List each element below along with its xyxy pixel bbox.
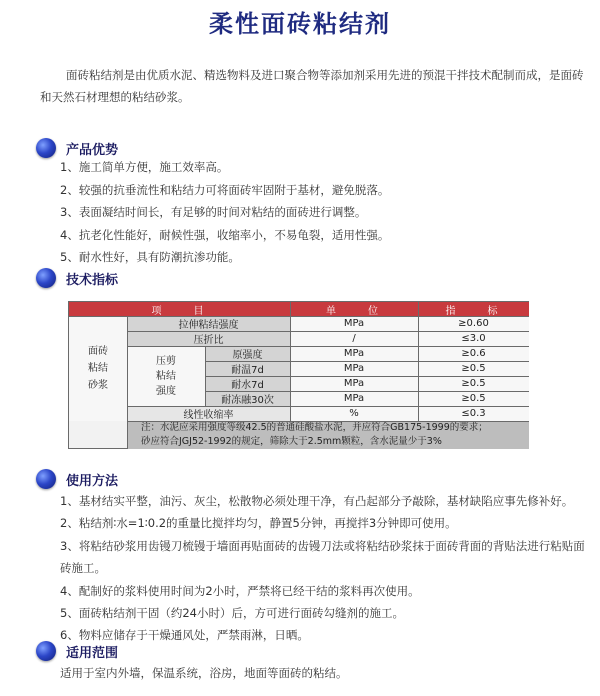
section-title: 使用方法 xyxy=(66,473,119,489)
list-item: 3、表面凝结时间长，有足够的时间对粘结的面砖进行调整。 xyxy=(60,205,367,219)
table-cell-name: 原强度 xyxy=(205,346,290,361)
table-cell-unit: MPa xyxy=(290,346,418,361)
shear-label-line: 压剪 xyxy=(156,355,176,367)
shear-group-label xyxy=(127,346,205,406)
grid-line xyxy=(69,316,529,317)
grid-line xyxy=(205,361,529,362)
list-item: 1、基材结实平整，油污、灰尘，松散物必须处理干净，有凸起部分予敲除，基材缺陷应事先修补好。 xyxy=(60,494,574,508)
table-cell-value: ≤3.0 xyxy=(418,331,529,346)
list-item: 6、物料应储存于干燥通风处，严禁雨淋，日晒。 xyxy=(60,628,309,643)
table-cell-value: ≥0.60 xyxy=(418,316,529,331)
section-title: 产品优势 xyxy=(66,142,119,158)
section-scope-header xyxy=(36,640,118,662)
table-header-unit: 单 位 xyxy=(290,302,418,316)
table-cell-name: 耐温7d xyxy=(205,361,290,376)
note-line: 注：水泥应采用强度等级42.5的普通硅酸盐水泥，并应符合GB175-1999的要求； xyxy=(141,422,488,433)
blue-sphere-bullet-icon xyxy=(36,641,56,661)
scope-text-block xyxy=(60,662,590,685)
list-item: 4、配制好的浆料使用时间为2小时，严禁将已经干结的浆料再次使用。 xyxy=(60,583,420,598)
intro-paragraph: 面砖粘结剂是由优质水泥、精选物料及进口聚合物等添加剂采用先进的预混干拌技术配制而成，是面砖和天然石材理想的粘结砂浆。 xyxy=(40,68,584,104)
note-line: 砂应符合JGJ52-1992的规定，筛除大于2.5mm颗粒，含水泥量少于3% xyxy=(141,436,442,447)
group-label-line: 面砖 xyxy=(88,346,108,357)
table-cell-name: 线性收缩率 xyxy=(127,406,290,421)
table-cell-value: ≥0.5 xyxy=(418,391,529,406)
section-specs-header xyxy=(36,267,118,289)
grid-line xyxy=(205,346,206,406)
table-header-index: 指 标 xyxy=(418,302,529,316)
table-header-item: 项 目 xyxy=(69,302,290,316)
grid-line xyxy=(127,331,529,332)
page-title: 柔性面砖粘结剂 xyxy=(209,9,391,38)
table-cell-value: ≥0.5 xyxy=(418,376,529,391)
grid-line xyxy=(205,391,529,392)
list-item: 5、面砖粘结剂干固（约24小时）后，方可进行面砖勾缝剂的施工。 xyxy=(60,605,404,620)
list-item: 5、耐水性好，具有防潮抗渗功能。 xyxy=(60,250,240,264)
table-cell-unit: MPa xyxy=(290,316,418,331)
table-cell-name: 耐冻融30次 xyxy=(205,391,290,406)
table-cell-unit: MPa xyxy=(290,376,418,391)
table-cell-name: 耐水7d xyxy=(205,376,290,391)
group-label-line: 砂浆 xyxy=(88,380,108,391)
list-item: 4、抗老化性能好，耐候性强，收缩率小，不易龟裂，适用性强。 xyxy=(60,227,390,242)
blue-sphere-bullet-icon xyxy=(36,469,56,489)
table-cell-unit: MPa xyxy=(290,391,418,406)
blue-sphere-bullet-icon xyxy=(36,268,56,288)
list-item: 1、施工简单方便，施工效率高。 xyxy=(60,160,229,174)
table-cell-name: 拉伸粘结强度 xyxy=(127,316,290,331)
list-item: 2、粘结剂∶水=1∶0.2的重量比搅拌均匀，静置5分钟，再搅拌3分钟即可使用。 xyxy=(60,516,457,531)
list-item: 3、将粘结砂浆用齿镘刀梳镘于墙面再贴面砖的齿镘刀法或将粘结砂浆抹于面砖背面的背贴法进行粘贴面 砖施工。 xyxy=(60,538,597,576)
table-cell-name: 压折比 xyxy=(127,331,290,346)
table-cell-unit: / xyxy=(290,331,418,346)
spec-table xyxy=(68,301,529,449)
grid-line xyxy=(127,421,529,422)
grid-line xyxy=(127,406,529,407)
table-cell-value: ≥0.5 xyxy=(418,361,529,376)
shear-label-line: 粘结 xyxy=(156,370,176,382)
section-usage-header xyxy=(36,468,118,490)
grid-line xyxy=(205,376,529,377)
table-cell-unit: % xyxy=(290,406,418,421)
table-cell-unit: MPa xyxy=(290,361,418,376)
group-label xyxy=(69,316,127,421)
advantages-list xyxy=(60,156,590,269)
scope-text: 适用于室内外墙，保温系统，浴房，地面等面砖的粘结。 xyxy=(60,666,348,680)
table-cell-value: ≥0.6 xyxy=(418,346,529,361)
blue-sphere-bullet-icon xyxy=(36,138,56,158)
usage-list xyxy=(60,490,597,647)
grid-line xyxy=(127,316,128,449)
section-title: 适用范围 xyxy=(66,645,119,661)
list-item: 2、较强的抗垂流性和粘结力可将面砖牢固附于基材，避免脱落。 xyxy=(60,182,390,197)
grid-line xyxy=(418,302,419,421)
grid-line xyxy=(290,302,291,421)
table-cell-value: ≤0.3 xyxy=(418,406,529,421)
shear-label-line: 强度 xyxy=(156,385,176,397)
section-title: 技术指标 xyxy=(66,272,119,288)
table-note xyxy=(127,421,529,449)
group-label-line: 粘结 xyxy=(88,363,108,374)
grid-line xyxy=(127,346,529,347)
